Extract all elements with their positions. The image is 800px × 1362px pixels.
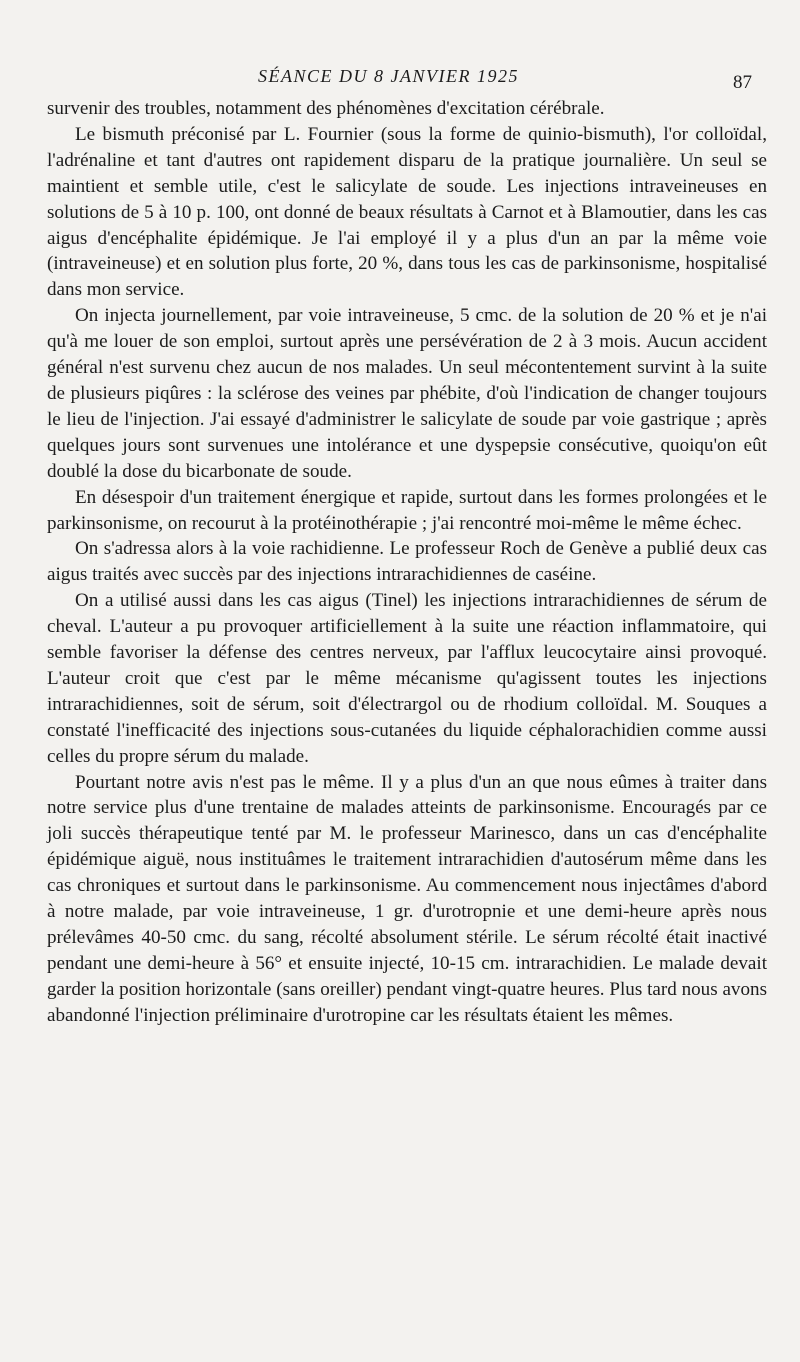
running-head	[0, 62, 800, 92]
paragraph-horse-serum: On a utilisé aussi dans les cas aigus (Tinel) les injections intrarachidiennes de sérum de cheval. L'auteur a pu provoquer artificiellement à la suite une réaction inflammatoire, qui semble favoriser la défense des centres nerveux, par l'afflux leucocytaire ainsi provoqué. L'auteur croit que c'est par le même mécanisme qu'agissent toutes les injections intrarachidiennes, soit de sérum, soit d'électrargol ou de rhodium colloïdal. M. Souques a constaté l'inefficacité des injections sous-cutanées du liquide céphalorachidien comme aussi celles du propre sérum du malade.	[47, 590, 767, 767]
body-text	[47, 96, 767, 1029]
paragraph-intravenous-injection: On injecta journellement, par voie intraveineuse, 5 cmc. de la solution de 20 % et je n'ai qu'à me louer de son emploi, surtout après une persévération de 2 à 3 mois. Aucun accident général n'est survenu chez aucun de nos malades. Un seul mécontentement survint à la suite de plusieurs piqûres : la sclérose des veines par phébite, d'où l'indication de changer toujours le lieu de l'injection. J'ai essayé d'administrer le salicylate de soude par voie gastrique ; après quelques jours sont survenues une intolérance et une dyspepsie consécutive, quoiqu'on eût doublé la dose du bicarbonate de soude.	[47, 305, 767, 482]
paragraph-rachidian-route: On s'adressa alors à la voie rachidienne. Le professeur Roch de Genève a publié deux cas aigus traités avec succès par des injections intrarachidiennes de caséine.	[47, 538, 767, 586]
paragraph-proteinotherapy: En désespoir d'un traitement énergique et rapide, surtout dans les formes prolongées et le parkinsonisme, on recourut à la protéinothérapie ; j'ai rencontré moi-même le même échec.	[47, 486, 767, 534]
paragraph-autoserum-treatment: Pourtant notre avis n'est pas le même. Il y a plus d'un an que nous eûmes à traiter dans notre service plus d'une trentaine de malades atteints de parkinsonisme. Encouragés par ce joli succès thérapeutique tenté par M. le professeur Marinesco, dans un cas d'encéphalite épidémique aiguë, nous instituâmes le traitement intrarachidien d'autosérum même dans les cas chroniques et surtout dans le parkinsonisme. Au commencement nous injectâmes d'abord à notre malade, par voie intraveineuse, 1 gr. d'urotropnie et une demi-heure après nous prélevâmes 40-50 cmc. du sang, récolté absolument stérile. Le sérum récolté était inactivé pendant une demi-heure à 56° et ensuite injecté, 10-15 cm. intrarachidien. Le malade devait garder la position horizontale (sans oreiller) pendant vingt-quatre heures. Plus tard nous avons abandonné l'injection préliminaire d'urotropine car les résultats étaient les mêmes.	[47, 771, 767, 1026]
paragraph-bismuth-salicylate: Le bismuth préconisé par L. Fournier (sous la forme de quinio-bismuth), l'or colloïdal, l'adrénaline et tant d'autres ont rapidement disparu de la pratique journalière. Un seul se maintient et semble utile, c'est le salicylate de soude. Les injections intraveineuses en solutions de 5 à 10 p. 100, ont donné de beaux résultats à Carnot et à Blamoutier, dans les cas aigus d'encéphalite épidémique. Je l'ai employé il y a plus d'un an par la même voie (intraveineuse) et en solution plus forte, 20 %, dans tous les cas de parkinsonisme, hospitalisé dans mon service.	[47, 123, 767, 301]
running-title: SÉANCE DU 8 JANVIER 1925	[258, 66, 519, 86]
paragraph-continuation: survenir des troubles, notamment des phénomènes d'excitation cérébrale.	[47, 98, 605, 119]
page-number: 87	[733, 72, 752, 93]
